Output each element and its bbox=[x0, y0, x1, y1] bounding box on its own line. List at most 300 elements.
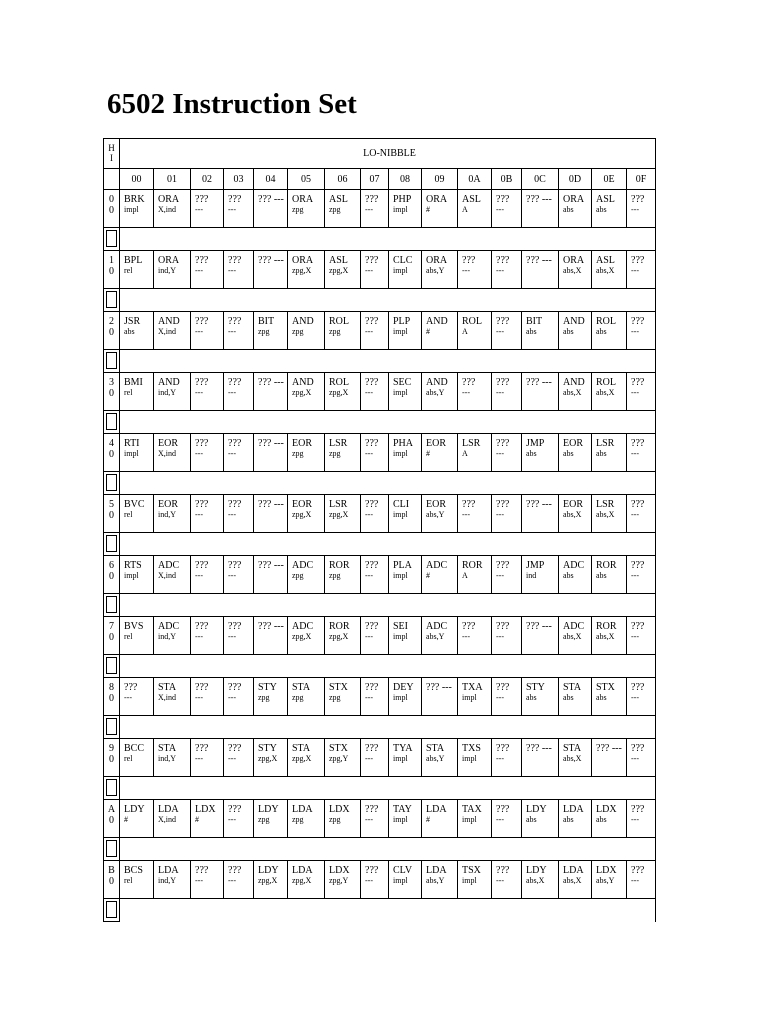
opcode-cell bbox=[325, 739, 361, 777]
mnemonic: ??? bbox=[496, 621, 510, 632]
addressing-mode: impl bbox=[462, 754, 477, 763]
mnemonic: EOR bbox=[563, 438, 583, 449]
addressing-mode: zpg,X bbox=[329, 510, 349, 519]
mnemonic: LDA bbox=[158, 804, 179, 815]
mnemonic: ??? bbox=[631, 377, 645, 388]
opcode-cell bbox=[154, 556, 191, 594]
mnemonic: ??? bbox=[496, 560, 510, 571]
addressing-mode: ind,Y bbox=[158, 266, 176, 275]
mnemonic: AND bbox=[563, 316, 585, 327]
mnemonic: ??? bbox=[365, 194, 379, 205]
mnemonic: ORA bbox=[292, 255, 314, 266]
spacer-band bbox=[120, 594, 656, 617]
addressing-mode: A bbox=[462, 571, 468, 580]
addressing-mode: abs bbox=[563, 571, 574, 580]
opcode-cell bbox=[422, 434, 458, 472]
row-header-digit: 1 bbox=[109, 255, 114, 266]
row-header-digit: 7 bbox=[109, 621, 114, 632]
mnemonic: ADC bbox=[563, 621, 585, 632]
mnemonic: TXA bbox=[462, 682, 483, 693]
addressing-mode: abs bbox=[596, 815, 607, 824]
mnemonic: ??? --- bbox=[526, 194, 552, 205]
opcode-cell bbox=[254, 434, 288, 472]
column-header: 01 bbox=[154, 169, 191, 190]
opcode-cell bbox=[224, 861, 254, 899]
mnemonic: AND bbox=[158, 377, 180, 388]
addressing-mode: --- bbox=[195, 266, 203, 275]
addressing-mode: # bbox=[195, 815, 199, 824]
addressing-mode: abs,X bbox=[563, 510, 582, 519]
row-header bbox=[104, 251, 120, 289]
addressing-mode: zpg,X bbox=[292, 388, 312, 397]
mnemonic: ??? bbox=[365, 865, 379, 876]
spacer-box bbox=[106, 657, 117, 674]
addressing-mode: ind,Y bbox=[158, 510, 176, 519]
spacer-band bbox=[120, 289, 656, 312]
opcode-cell bbox=[492, 861, 522, 899]
addressing-mode: zpg,X bbox=[258, 754, 278, 763]
opcode-cell bbox=[120, 739, 154, 777]
addressing-mode: --- bbox=[228, 876, 236, 885]
opcode-cell bbox=[422, 373, 458, 411]
row-header bbox=[104, 678, 120, 716]
opcode-cell bbox=[120, 617, 154, 655]
column-header: 00 bbox=[120, 169, 154, 190]
opcode-cell bbox=[422, 495, 458, 533]
opcode-cell bbox=[224, 495, 254, 533]
opcode-cell bbox=[627, 373, 656, 411]
spacer-cell bbox=[104, 838, 120, 861]
opcode-cell bbox=[492, 373, 522, 411]
mnemonic: STA bbox=[158, 743, 177, 754]
addressing-mode: zpg bbox=[329, 815, 341, 824]
mnemonic: CLI bbox=[393, 499, 410, 510]
addressing-mode: abs bbox=[596, 571, 607, 580]
mnemonic: ??? bbox=[365, 743, 379, 754]
opcode-cell bbox=[522, 434, 559, 472]
mnemonic: ASL bbox=[596, 194, 615, 205]
spacer-box bbox=[106, 352, 117, 369]
addressing-mode: zpg bbox=[329, 205, 341, 214]
mnemonic: EOR bbox=[292, 499, 312, 510]
addressing-mode: impl bbox=[462, 815, 477, 824]
mnemonic: ROL bbox=[329, 316, 349, 327]
addressing-mode: --- bbox=[195, 449, 203, 458]
mnemonic: TAX bbox=[462, 804, 482, 815]
row-header bbox=[104, 861, 120, 899]
opcode-cell bbox=[559, 617, 592, 655]
opcode-cell bbox=[325, 434, 361, 472]
addressing-mode: --- bbox=[195, 754, 203, 763]
addressing-mode: impl bbox=[393, 632, 408, 641]
addressing-mode: abs bbox=[526, 815, 537, 824]
addressing-mode: abs bbox=[563, 693, 574, 702]
addressing-mode: rel bbox=[124, 632, 133, 641]
opcode-cell bbox=[361, 861, 389, 899]
addressing-mode: X,ind bbox=[158, 815, 176, 824]
row-header-digit: 0 bbox=[109, 754, 114, 765]
addressing-mode: --- bbox=[496, 754, 504, 763]
addressing-mode: impl bbox=[393, 327, 408, 336]
opcode-cell bbox=[288, 556, 325, 594]
opcode-cell bbox=[592, 495, 627, 533]
addressing-mode: X,ind bbox=[158, 693, 176, 702]
opcode-cell bbox=[254, 556, 288, 594]
spacer-box bbox=[106, 413, 117, 430]
addressing-mode: abs bbox=[563, 327, 574, 336]
mnemonic: EOR bbox=[426, 499, 446, 510]
addressing-mode: abs,X bbox=[563, 876, 582, 885]
opcode-cell bbox=[224, 739, 254, 777]
mnemonic: ??? bbox=[496, 194, 510, 205]
addressing-mode: ind,Y bbox=[158, 754, 176, 763]
mnemonic: ??? bbox=[228, 865, 242, 876]
addressing-mode: --- bbox=[462, 510, 470, 519]
mnemonic: ??? bbox=[631, 194, 645, 205]
opcode-cell bbox=[422, 251, 458, 289]
addressing-mode: --- bbox=[496, 876, 504, 885]
row-header-digit: 0 bbox=[109, 449, 114, 460]
addressing-mode: zpg,X bbox=[292, 510, 312, 519]
opcode-cell bbox=[389, 678, 422, 716]
addressing-mode: impl bbox=[124, 571, 139, 580]
addressing-mode: --- bbox=[365, 571, 373, 580]
addressing-mode: abs,X bbox=[563, 388, 582, 397]
opcode-cell bbox=[254, 678, 288, 716]
addressing-mode: abs,Y bbox=[596, 876, 615, 885]
addressing-mode: --- bbox=[631, 449, 639, 458]
mnemonic: LSR bbox=[462, 438, 481, 449]
spacer-band bbox=[120, 228, 656, 251]
spacer-band bbox=[120, 899, 656, 922]
opcode-cell bbox=[254, 495, 288, 533]
mnemonic: ADC bbox=[158, 621, 180, 632]
opcode-cell bbox=[592, 190, 627, 228]
opcode-cell bbox=[191, 739, 224, 777]
mnemonic: ROR bbox=[329, 621, 350, 632]
mnemonic: ??? bbox=[631, 316, 645, 327]
mnemonic: ??? --- bbox=[526, 499, 552, 510]
mnemonic: STA bbox=[563, 743, 582, 754]
spacer-box bbox=[106, 779, 117, 796]
column-header: 05 bbox=[288, 169, 325, 190]
addressing-mode: rel bbox=[124, 510, 133, 519]
row-header-digit: B bbox=[108, 865, 115, 876]
addressing-mode: ind,Y bbox=[158, 876, 176, 885]
addressing-mode: ind bbox=[526, 571, 537, 580]
opcode-row bbox=[104, 434, 656, 472]
spacer-box bbox=[106, 291, 117, 308]
opcode-cell bbox=[154, 495, 191, 533]
row-header-digit: 0 bbox=[109, 815, 114, 826]
row-header-digit: 2 bbox=[109, 316, 114, 327]
mnemonic: RTS bbox=[124, 560, 142, 571]
column-header-corner bbox=[104, 169, 120, 190]
mnemonic: AND bbox=[563, 377, 585, 388]
row-header-digit: 8 bbox=[109, 682, 114, 693]
opcode-cell bbox=[191, 617, 224, 655]
opcode-cell bbox=[522, 190, 559, 228]
opcode-cell bbox=[288, 861, 325, 899]
addressing-mode: abs bbox=[563, 449, 574, 458]
addressing-mode: rel bbox=[124, 876, 133, 885]
mnemonic: AND bbox=[158, 316, 180, 327]
addressing-mode: --- bbox=[365, 388, 373, 397]
addressing-mode: --- bbox=[631, 510, 639, 519]
mnemonic: ??? bbox=[631, 743, 645, 754]
table-header-row bbox=[104, 139, 656, 169]
addressing-mode: --- bbox=[496, 510, 504, 519]
column-header: 0D bbox=[559, 169, 592, 190]
addressing-mode: zpg,X bbox=[292, 876, 312, 885]
row-header-digit: 0 bbox=[109, 194, 114, 205]
addressing-mode: X,ind bbox=[158, 571, 176, 580]
row-header-digit: 5 bbox=[109, 499, 114, 510]
mnemonic: ADC bbox=[292, 621, 314, 632]
spacer-cell bbox=[104, 289, 120, 312]
opcode-cell bbox=[154, 434, 191, 472]
addressing-mode: --- bbox=[496, 815, 504, 824]
mnemonic: ADC bbox=[158, 560, 180, 571]
opcode-cell bbox=[288, 312, 325, 350]
mnemonic: ??? --- bbox=[526, 743, 552, 754]
opcode-cell bbox=[559, 251, 592, 289]
mnemonic: ??? bbox=[365, 499, 379, 510]
opcode-cell bbox=[389, 495, 422, 533]
mnemonic: ??? bbox=[365, 621, 379, 632]
addressing-mode: --- bbox=[365, 327, 373, 336]
mnemonic: ??? --- bbox=[258, 377, 284, 388]
addressing-mode: --- bbox=[195, 388, 203, 397]
mnemonic: ??? bbox=[365, 255, 379, 266]
addressing-mode: impl bbox=[393, 205, 408, 214]
addressing-mode: zpg bbox=[329, 327, 341, 336]
mnemonic: AND bbox=[426, 377, 448, 388]
spacer-row bbox=[104, 289, 656, 312]
opcode-cell bbox=[458, 373, 492, 411]
opcode-cell bbox=[254, 251, 288, 289]
opcode-cell bbox=[224, 190, 254, 228]
addressing-mode: --- bbox=[631, 693, 639, 702]
mnemonic: JSR bbox=[124, 316, 141, 327]
addressing-mode: abs bbox=[526, 327, 537, 336]
spacer-band bbox=[120, 716, 656, 739]
addressing-mode: impl bbox=[462, 876, 477, 885]
opcode-cell bbox=[389, 434, 422, 472]
opcode-cell bbox=[627, 678, 656, 716]
opcode-cell bbox=[592, 373, 627, 411]
opcode-cell bbox=[191, 373, 224, 411]
opcode-cell bbox=[559, 495, 592, 533]
opcode-cell bbox=[492, 434, 522, 472]
spacer-cell bbox=[104, 472, 120, 495]
opcode-cell bbox=[389, 556, 422, 594]
spacer-cell bbox=[104, 716, 120, 739]
mnemonic: STX bbox=[329, 743, 348, 754]
mnemonic: ??? bbox=[496, 377, 510, 388]
opcode-cell bbox=[389, 373, 422, 411]
row-header bbox=[104, 800, 120, 838]
mnemonic: ??? --- bbox=[258, 560, 284, 571]
addressing-mode: abs,X bbox=[563, 754, 582, 763]
addressing-mode: impl bbox=[124, 449, 139, 458]
spacer-cell bbox=[104, 655, 120, 678]
row-header-digit: 9 bbox=[109, 743, 114, 754]
lo-nibble-label: LO-NIBBLE bbox=[120, 139, 656, 169]
mnemonic: AND bbox=[292, 377, 314, 388]
addressing-mode: A bbox=[462, 205, 468, 214]
mnemonic: ??? bbox=[365, 682, 379, 693]
opcode-row bbox=[104, 678, 656, 716]
opcode-cell bbox=[389, 312, 422, 350]
mnemonic: STA bbox=[563, 682, 582, 693]
opcode-cell bbox=[389, 617, 422, 655]
opcode-cell bbox=[191, 495, 224, 533]
addressing-mode: abs,Y bbox=[426, 388, 445, 397]
opcode-cell bbox=[288, 190, 325, 228]
addressing-mode: zpg bbox=[292, 205, 304, 214]
addressing-mode: zpg bbox=[292, 327, 304, 336]
opcode-cell bbox=[422, 617, 458, 655]
opcode-cell bbox=[191, 190, 224, 228]
opcode-cell bbox=[627, 739, 656, 777]
opcode-cell bbox=[592, 800, 627, 838]
addressing-mode: abs,X bbox=[596, 632, 615, 641]
opcode-row bbox=[104, 190, 656, 228]
row-header-digit: 4 bbox=[109, 438, 114, 449]
opcode-cell bbox=[559, 190, 592, 228]
addressing-mode: --- bbox=[228, 632, 236, 641]
opcode-cell bbox=[120, 556, 154, 594]
opcode-cell bbox=[191, 434, 224, 472]
opcode-cell bbox=[325, 190, 361, 228]
mnemonic: LDX bbox=[195, 804, 216, 815]
addressing-mode: impl bbox=[124, 205, 139, 214]
opcode-cell bbox=[627, 861, 656, 899]
spacer-cell bbox=[104, 228, 120, 251]
mnemonic: ??? bbox=[496, 255, 510, 266]
mnemonic: EOR bbox=[426, 438, 446, 449]
mnemonic: EOR bbox=[292, 438, 312, 449]
mnemonic: BRK bbox=[124, 194, 145, 205]
mnemonic: BMI bbox=[124, 377, 143, 388]
addressing-mode: --- bbox=[631, 632, 639, 641]
opcode-row bbox=[104, 251, 656, 289]
mnemonic: LDY bbox=[124, 804, 145, 815]
opcode-cell bbox=[559, 800, 592, 838]
row-header bbox=[104, 495, 120, 533]
addressing-mode: zpg,X bbox=[292, 632, 312, 641]
addressing-mode: --- bbox=[365, 449, 373, 458]
addressing-mode: abs bbox=[563, 815, 574, 824]
addressing-mode: impl bbox=[462, 693, 477, 702]
opcode-cell bbox=[224, 556, 254, 594]
mnemonic: LDX bbox=[329, 865, 350, 876]
opcode-cell bbox=[627, 617, 656, 655]
opcode-table-body bbox=[104, 139, 656, 922]
hi-nibble-label bbox=[104, 139, 120, 169]
mnemonic: ??? bbox=[462, 377, 476, 388]
mnemonic: ??? bbox=[228, 621, 242, 632]
mnemonic: PHA bbox=[393, 438, 414, 449]
opcode-cell bbox=[224, 312, 254, 350]
opcode-cell bbox=[224, 617, 254, 655]
addressing-mode: --- bbox=[195, 327, 203, 336]
mnemonic: ??? --- bbox=[526, 621, 552, 632]
spacer-row bbox=[104, 716, 656, 739]
addressing-mode: abs,Y bbox=[426, 876, 445, 885]
mnemonic: ??? bbox=[462, 621, 476, 632]
addressing-mode: zpg bbox=[258, 693, 270, 702]
opcode-cell bbox=[422, 739, 458, 777]
spacer-box bbox=[106, 840, 117, 857]
spacer-row bbox=[104, 838, 656, 861]
addressing-mode: abs bbox=[124, 327, 135, 336]
mnemonic: ??? bbox=[496, 682, 510, 693]
mnemonic: ??? bbox=[195, 255, 209, 266]
addressing-mode: --- bbox=[228, 693, 236, 702]
row-header bbox=[104, 190, 120, 228]
mnemonic: ASL bbox=[329, 194, 348, 205]
column-header-row bbox=[104, 169, 656, 190]
addressing-mode: --- bbox=[365, 510, 373, 519]
opcode-cell bbox=[288, 373, 325, 411]
opcode-cell bbox=[458, 190, 492, 228]
row-header bbox=[104, 312, 120, 350]
opcode-cell bbox=[120, 251, 154, 289]
spacer-cell bbox=[104, 350, 120, 373]
row-header-digit: 0 bbox=[109, 327, 114, 338]
opcode-cell bbox=[458, 312, 492, 350]
spacer-box bbox=[106, 535, 117, 552]
mnemonic: ??? --- bbox=[258, 438, 284, 449]
column-header: 03 bbox=[224, 169, 254, 190]
addressing-mode: impl bbox=[393, 510, 408, 519]
mnemonic: ORA bbox=[563, 194, 585, 205]
mnemonic: ??? bbox=[195, 438, 209, 449]
opcode-cell bbox=[254, 800, 288, 838]
mnemonic: ??? bbox=[365, 316, 379, 327]
mnemonic: ??? bbox=[365, 560, 379, 571]
opcode-cell bbox=[154, 617, 191, 655]
spacer-band bbox=[120, 411, 656, 434]
row-header-digit: 0 bbox=[109, 876, 114, 887]
mnemonic: PLA bbox=[393, 560, 412, 571]
addressing-mode: zpg,X bbox=[329, 266, 349, 275]
row-header bbox=[104, 556, 120, 594]
opcode-row bbox=[104, 495, 656, 533]
mnemonic: LDA bbox=[292, 804, 313, 815]
opcode-cell bbox=[559, 312, 592, 350]
mnemonic: STX bbox=[329, 682, 348, 693]
addressing-mode: --- bbox=[631, 388, 639, 397]
opcode-cell bbox=[458, 251, 492, 289]
opcode-cell bbox=[325, 678, 361, 716]
addressing-mode: rel bbox=[124, 754, 133, 763]
row-header-digit: 0 bbox=[109, 388, 114, 399]
mnemonic: LDA bbox=[426, 804, 447, 815]
mnemonic: TXS bbox=[462, 743, 481, 754]
mnemonic: ??? bbox=[195, 316, 209, 327]
row-header bbox=[104, 739, 120, 777]
spacer-row bbox=[104, 228, 656, 251]
mnemonic: ??? --- bbox=[258, 621, 284, 632]
mnemonic: BVS bbox=[124, 621, 144, 632]
mnemonic: ??? bbox=[228, 194, 242, 205]
mnemonic: BCC bbox=[124, 743, 145, 754]
addressing-mode: --- bbox=[228, 266, 236, 275]
opcode-cell bbox=[191, 556, 224, 594]
